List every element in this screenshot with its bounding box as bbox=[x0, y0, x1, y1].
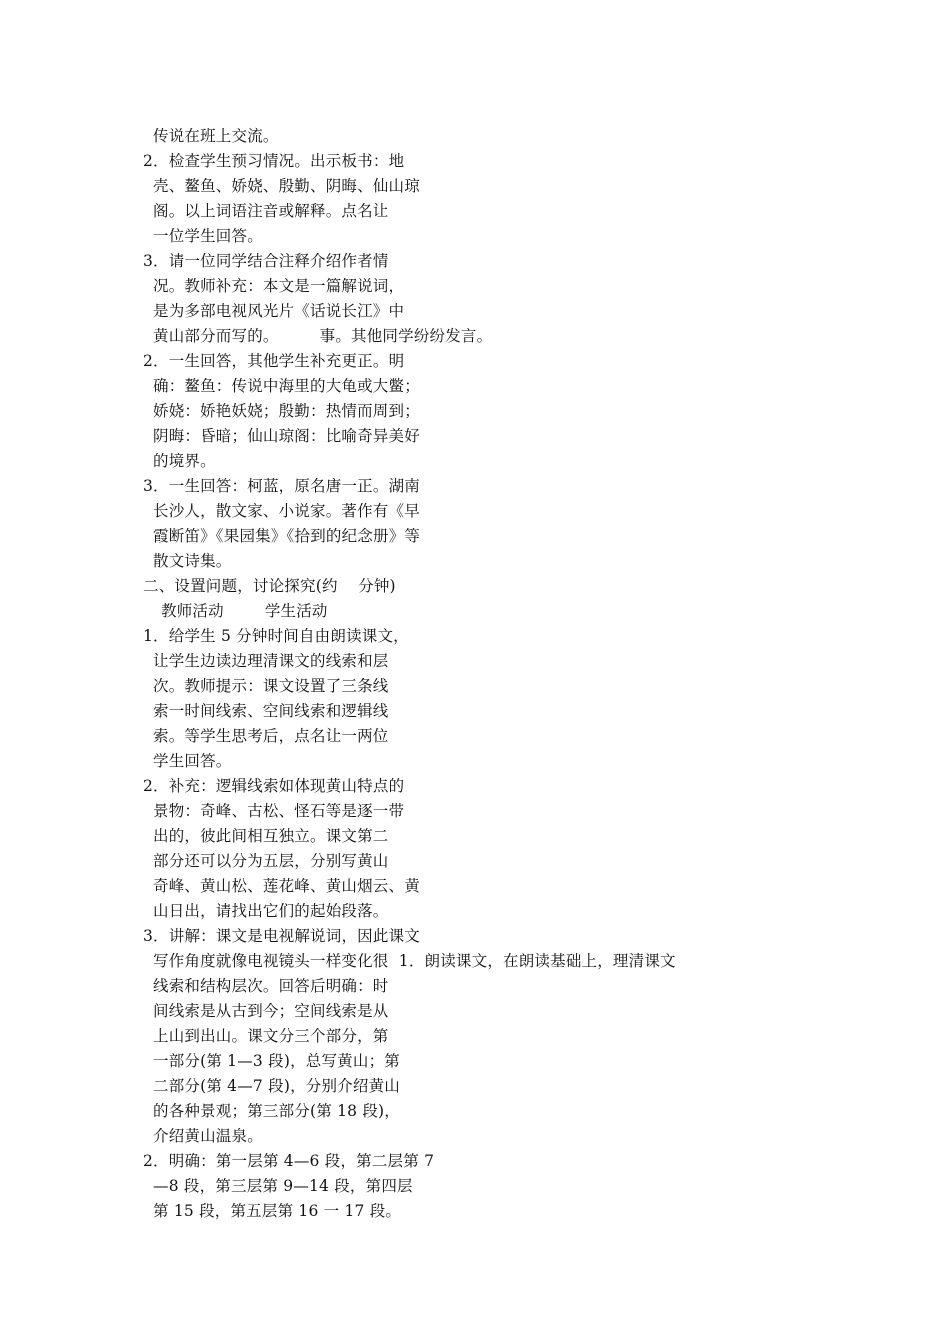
column-headers: 教师活动 学生活动 bbox=[161, 602, 328, 620]
text-line: 二部分(第 4—7 段)，分别介绍黄山 bbox=[153, 1077, 400, 1095]
text-line: 是为多部电视风光片《话说长江》中 bbox=[153, 302, 405, 320]
text-line: 阴晦：昏暗；仙山琼阁：比喻奇异美好 bbox=[153, 427, 420, 445]
text-line: 写作角度就像电视镜头一样变化很 1．朗读课文，在朗读基础上，理清课文 bbox=[153, 952, 676, 970]
text-line: 次。教师提示：课文设置了三条线 bbox=[153, 677, 389, 695]
text-line: 黄山部分而写的。 事。其他同学纷纷发言。 bbox=[153, 327, 493, 345]
text-line: 2．一生回答，其他学生补充更正。明 bbox=[143, 352, 405, 370]
text-line: 学生回答。 bbox=[153, 752, 232, 770]
text-line: 第 15 段，第五层第 16 一 17 段。 bbox=[153, 1202, 402, 1220]
text-line: 散文诗集。 bbox=[153, 552, 232, 570]
text-line: 间线索是从古到今；空间线索是从 bbox=[153, 1002, 389, 1020]
text-line: —8 段，第三层第 9—14 段，第四层 bbox=[153, 1177, 413, 1195]
text-line: 1．给学生 5 分钟时间自由朗读课文， bbox=[143, 627, 409, 645]
text-line: 的各种景观；第三部分(第 18 段)， bbox=[153, 1102, 400, 1120]
text-line: 部分还可以分为五层，分别写黄山 bbox=[153, 852, 389, 870]
text-line: 索。等学生思考后，点名让一两位 bbox=[153, 727, 389, 745]
text-line: 阁。以上词语注音或解释。点名让 bbox=[153, 202, 389, 220]
text-line: 确：鳌鱼：传说中海里的大龟或大鳖； bbox=[153, 377, 420, 395]
text-line: 传说在班上交流。 bbox=[153, 127, 279, 145]
text-line: 出的，彼此间相互独立。课文第二 bbox=[153, 827, 389, 845]
text-line: 壳、鳌鱼、娇娆、殷勤、阴晦、仙山琼 bbox=[153, 177, 420, 195]
text-line: 长沙人，散文家、小说家。著作有《早 bbox=[153, 502, 420, 520]
text-line: 2．补充：逻辑线索如体现黄山特点的 bbox=[143, 777, 405, 795]
text-line: 2．明确：第一层第 4—6 段，第二层第 7 bbox=[143, 1152, 435, 1170]
text-line: 奇峰、黄山松、莲花峰、黄山烟云、黄 bbox=[153, 877, 420, 895]
text-line: 况。教师补充：本文是一篇解说词， bbox=[153, 277, 405, 295]
text-line: 3．讲解：课文是电视解说词，因此课文 bbox=[143, 927, 420, 945]
text-line: 索一时间线索、空间线索和逻辑线 bbox=[153, 702, 389, 720]
text-line: 霞断笛》《果园集》《拾到的纪念册》等 bbox=[153, 527, 421, 545]
text-line: 介绍黄山温泉。 bbox=[153, 1127, 263, 1145]
text-line: 一部分(第 1—3 段)，总写黄山；第 bbox=[153, 1052, 400, 1070]
text-line: 2．检查学生预习情况。出示板书：地 bbox=[143, 152, 405, 170]
text-line: 3．请一位同学结合注释介绍作者情 bbox=[143, 252, 389, 270]
text-line: 让学生边读边理清课文的线索和层 bbox=[153, 652, 389, 670]
text-line: 山日出，请找出它们的起始段落。 bbox=[153, 902, 389, 920]
text-line: 上山到出山。课文分三个部分，第 bbox=[153, 1027, 389, 1045]
text-line: 景物：奇峰、古松、怪石等是逐一带 bbox=[153, 802, 405, 820]
section-heading: 二、设置问题，讨论探究(约 分钟) bbox=[143, 577, 396, 595]
text-line: 娇娆：娇艳妖娆；殷勤：热情而周到； bbox=[153, 402, 420, 420]
text-line: 的境界。 bbox=[153, 452, 216, 470]
text-line: 线索和结构层次。回答后明确：时 bbox=[153, 977, 389, 995]
text-line: 一位学生回答。 bbox=[153, 227, 263, 245]
text-line: 3．一生回答：柯蓝，原名唐一正。湖南 bbox=[143, 477, 420, 495]
